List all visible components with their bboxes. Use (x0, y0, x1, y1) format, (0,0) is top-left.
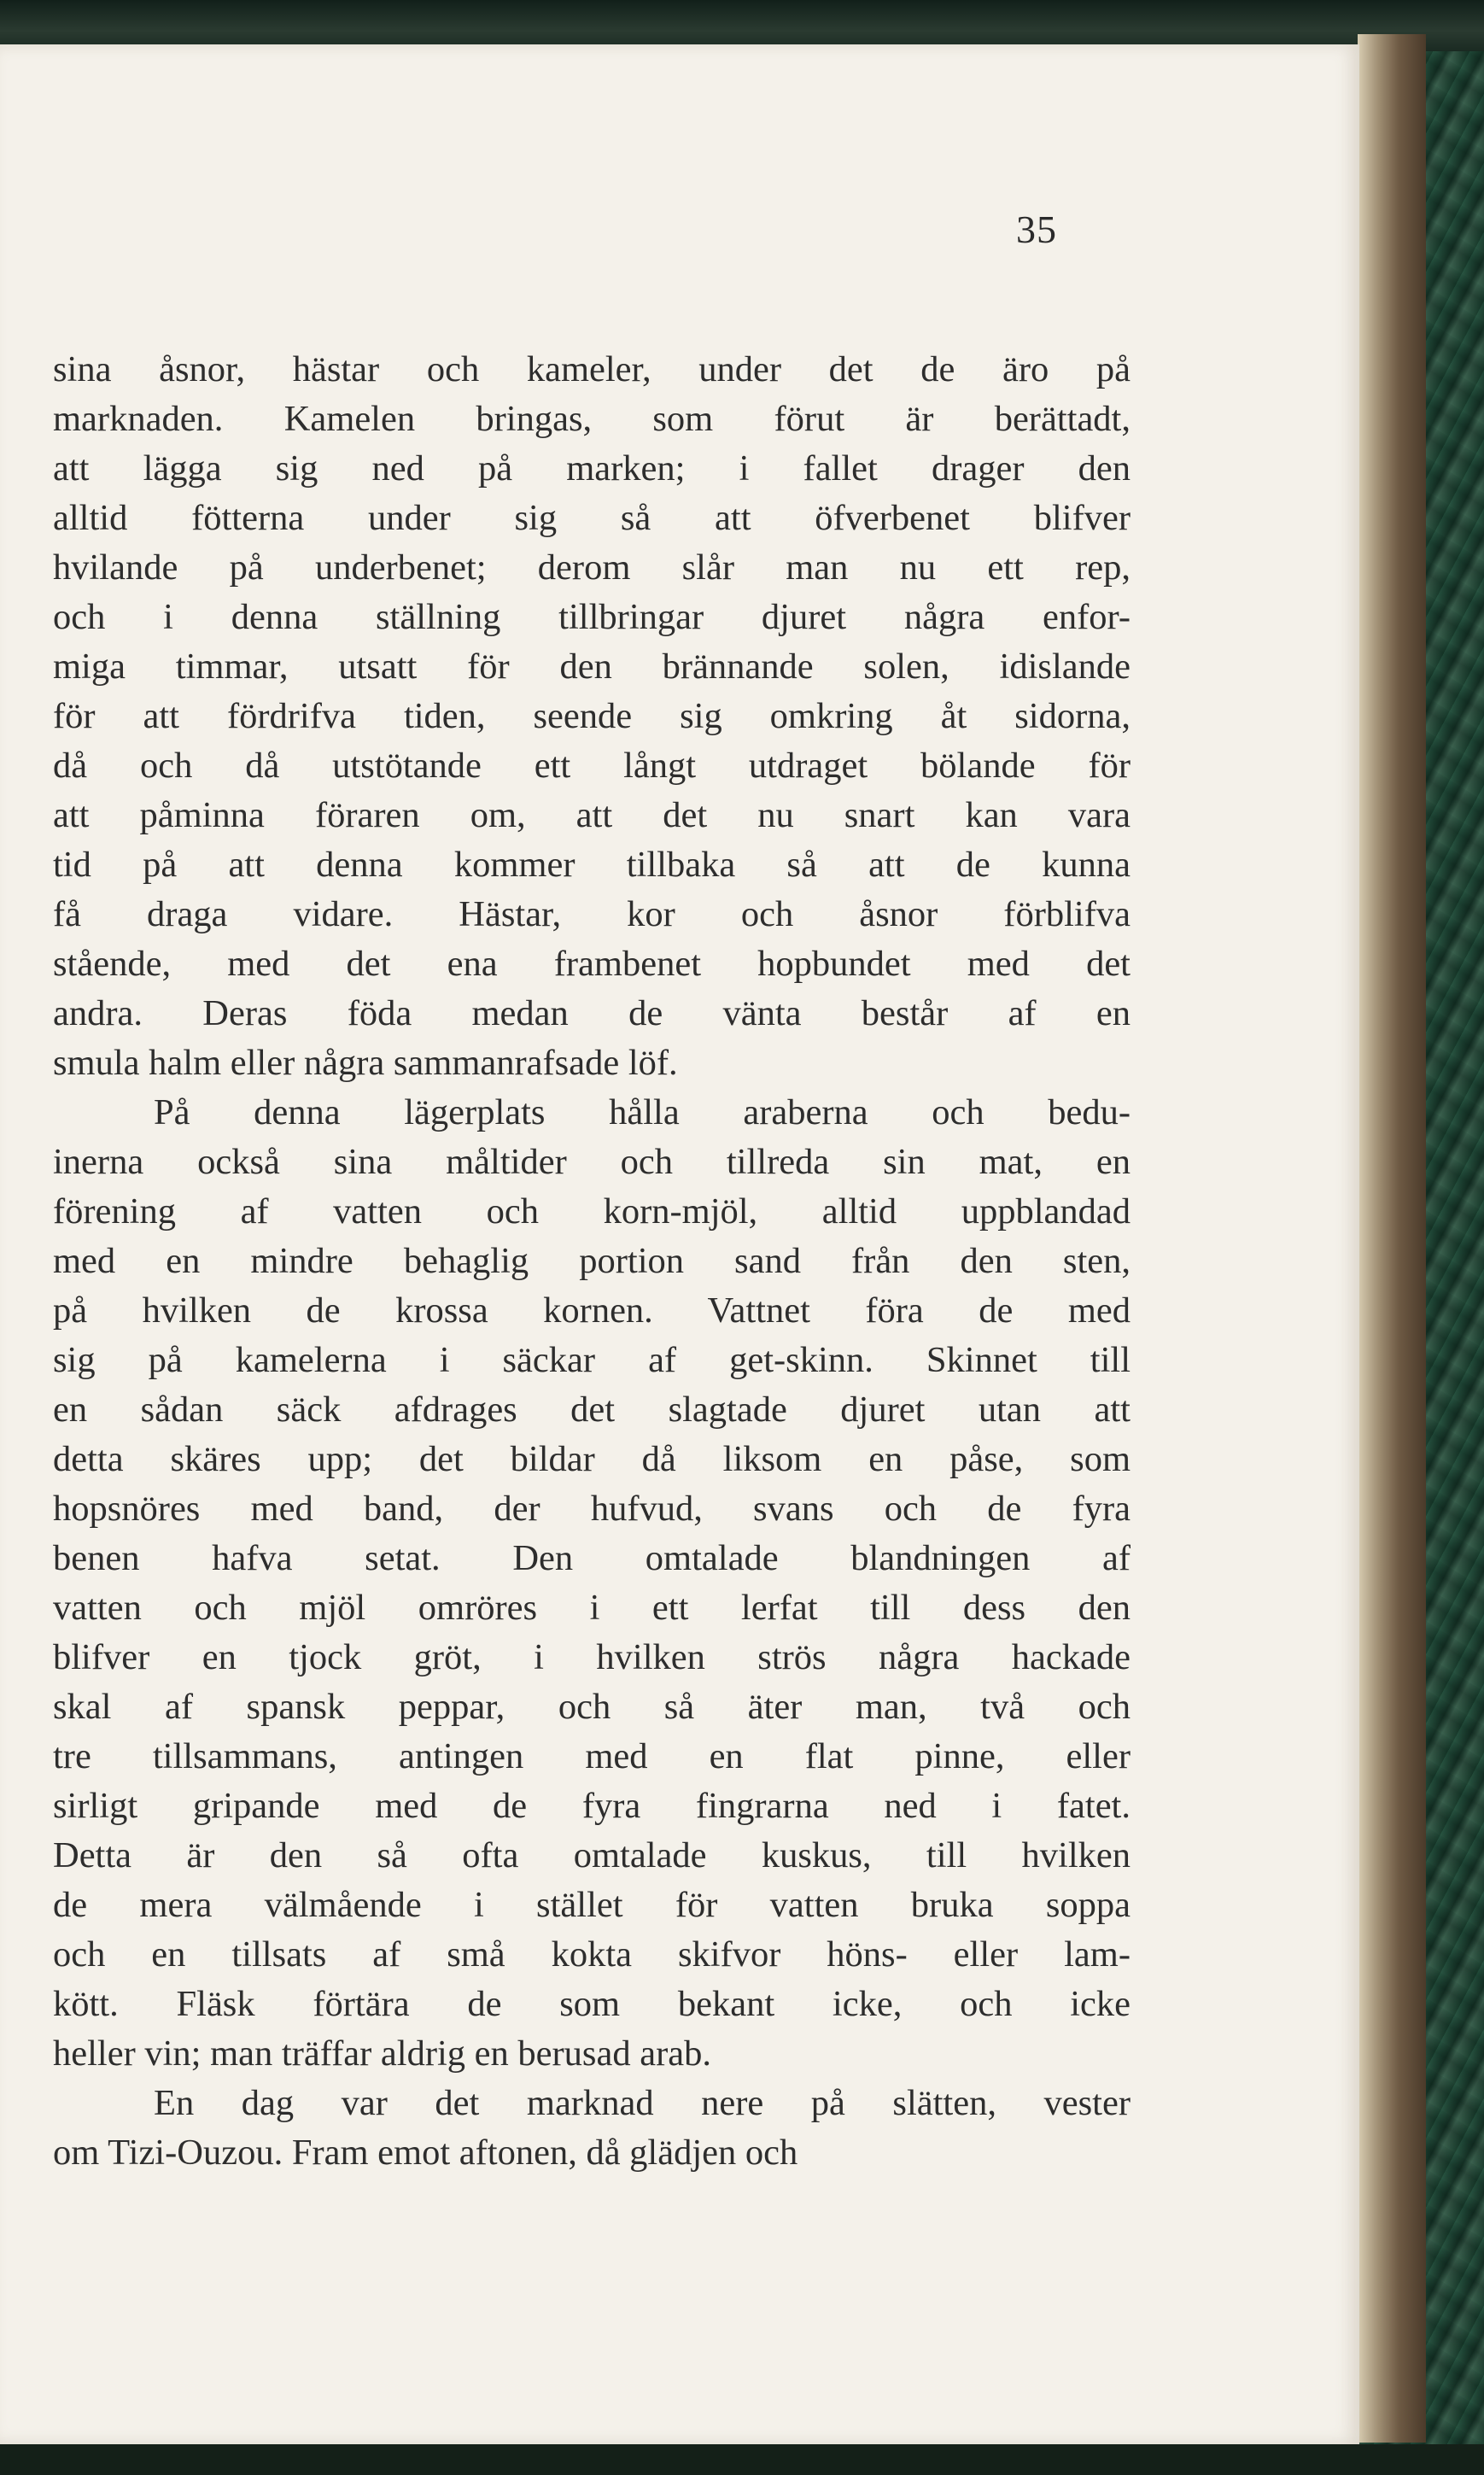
text-line: smula halm eller några sammanrafsade löf. (53, 1043, 678, 1083)
text-line: blifver en tjock gröt, i hvilken strös några hackade (53, 1637, 1131, 1677)
text-line: sirligt gripande med de fyra fingrarna ned i fatet. (53, 1786, 1131, 1826)
text-line: stående, med det ena frambenet hopbundet med det (53, 944, 1131, 984)
text-line: med en mindre behaglig portion sand från den sten, (53, 1241, 1131, 1281)
text-line: för att fördrifva tiden, seende sig omkring åt sidorna, (53, 696, 1131, 736)
text-line: tid på att denna kommer tillbaka så att de kunna (53, 845, 1131, 885)
text-line: om Tizi-Ouzou. Fram emot aftonen, då glädjen och (53, 2133, 798, 2173)
page-number: 35 (1016, 208, 1057, 251)
text-line: på hvilken de krossa kornen. Vattnet föra de med (53, 1290, 1131, 1331)
text-line: inerna också sina måltider och tillreda sin mat, en (53, 1142, 1131, 1182)
book-spine-edge (1358, 34, 1426, 2443)
text-line: skal af spansk peppar, och så äter man, två och (53, 1687, 1131, 1727)
text-line: Detta är den så ofta omtalade kuskus, till hvilken (53, 1835, 1131, 1875)
text-line: alltid fötterna under sig så att öfverbenet blifver (53, 498, 1131, 538)
text-line: heller vin; man träffar aldrig en berusad arab. (53, 2033, 711, 2074)
text-line: En dag var det marknad nere på slätten, vester (154, 2083, 1131, 2123)
text-line: detta skäres upp; det bildar då liksom en påse, som (53, 1439, 1131, 1479)
text-line: sig på kamelerna i säckar af get-skinn. Skinnet till (53, 1340, 1131, 1380)
text-line: att lägga sig ned på marken; i fallet drager den (53, 448, 1131, 489)
text-line: marknaden. Kamelen bringas, som förut är berättadt, (53, 399, 1131, 439)
text-line: kött. Fläsk förtära de som bekant icke, och icke (53, 1984, 1131, 2024)
text-line: benen hafva setat. Den omtalade blandningen af (53, 1538, 1131, 1578)
text-line: tre tillsammans, antingen med en flat pinne, eller (53, 1736, 1131, 1776)
text-line: få draga vidare. Hästar, kor och åsnor förblifva (53, 894, 1131, 934)
book-bottom-edge (0, 2444, 1484, 2475)
text-line: att påminna föraren om, att det nu snart kan vara (53, 795, 1131, 835)
body-text (53, 345, 1131, 2178)
text-line: andra. Deras föda medan de vänta består af en (53, 993, 1131, 1033)
text-line: sina åsnor, hästar och kameler, under det de äro på (53, 349, 1131, 389)
text-line: hopsnöres med band, der hufvud, svans och de fyra (53, 1489, 1131, 1529)
text-line: vatten och mjöl omröres i ett lerfat till dess den (53, 1588, 1131, 1628)
text-line: en sådan säck afdrages det slagtade djuret utan att (53, 1390, 1131, 1430)
book-page (0, 44, 1359, 2444)
text-line: då och då utstötande ett långt utdraget bölande för (53, 746, 1131, 786)
text-line: och en tillsats af små kokta skifvor höns- eller lam- (53, 1934, 1131, 1975)
text-line: förening af vatten och korn-mjöl, alltid uppblandad (53, 1191, 1131, 1232)
book-top-edge (0, 0, 1484, 51)
text-line: hvilande på underbenet; derom slår man nu ett rep, (53, 547, 1131, 588)
text-line: På denna lägerplats hålla araberna och bedu- (154, 1092, 1131, 1132)
text-line: miga timmar, utsatt för den brännande solen, idislande (53, 647, 1131, 687)
text-line: de mera välmående i stället för vatten bruka soppa (53, 1885, 1131, 1925)
text-line: och i denna ställning tillbringar djuret några enfor- (53, 597, 1131, 637)
